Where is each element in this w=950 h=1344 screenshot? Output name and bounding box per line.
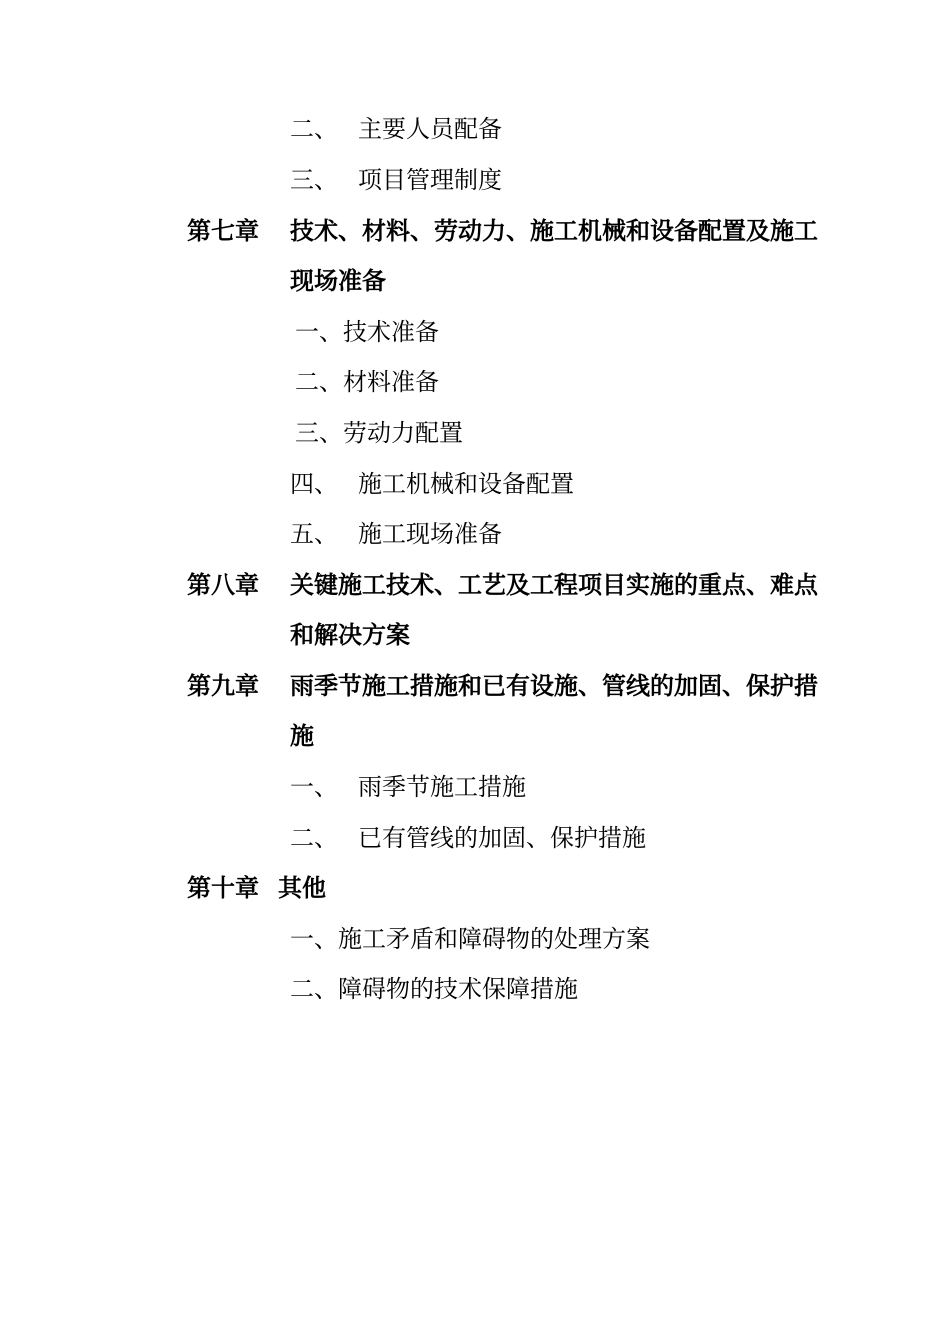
toc-item-ch6-2[interactable]: [290, 114, 502, 144]
chapter-8-title-line1[interactable]: 关键施工技术、工艺及工程项目实施的重点、难点: [290, 571, 818, 599]
toc-item-ch7-2[interactable]: 二、材料准备: [295, 368, 439, 396]
toc-item-label: 已有管线的加固、保护措施: [358, 824, 646, 852]
chapter-10-title[interactable]: 其他: [278, 874, 326, 902]
chapter-8-title-line2[interactable]: 和解决方案: [290, 621, 410, 649]
chapter-7-title-line2[interactable]: 现场准备: [290, 267, 386, 295]
chapter-8-label[interactable]: 第八章: [187, 571, 259, 599]
toc-item-label: 施工现场准备: [358, 520, 502, 548]
toc-item-number: 一、: [290, 773, 338, 801]
chapter-9-title-line2[interactable]: 施: [290, 722, 314, 750]
toc-item-ch7-1[interactable]: 一、技术准备: [295, 318, 439, 346]
toc-item-ch7-5[interactable]: [290, 519, 502, 549]
toc-item-ch10-1[interactable]: 一、施工矛盾和障碍物的处理方案: [290, 925, 650, 953]
chapter-7-title-line1[interactable]: 技术、材料、劳动力、施工机械和设备配置及施工: [290, 217, 818, 245]
toc-item-ch9-2[interactable]: [290, 823, 646, 853]
toc-item-ch9-1[interactable]: [290, 772, 526, 802]
toc-item-label: 施工机械和设备配置: [358, 470, 574, 498]
toc-item-number: 二、: [290, 824, 338, 852]
toc-item-number: 四、: [290, 470, 338, 498]
toc-item-label: 雨季节施工措施: [358, 773, 526, 801]
toc-item-label: 主要人员配备: [358, 115, 502, 143]
toc-item-ch7-3[interactable]: 三、劳动力配置: [295, 419, 463, 447]
chapter-9-title-line1[interactable]: 雨季节施工措施和已有设施、管线的加固、保护措: [290, 672, 818, 700]
toc-item-number: 三、: [290, 166, 338, 194]
toc-item-number: 二、: [290, 115, 338, 143]
chapter-10-label[interactable]: 第十章: [187, 874, 259, 902]
toc-item-label: 项目管理制度: [358, 166, 502, 194]
chapter-9-label[interactable]: 第九章: [187, 672, 259, 700]
toc-item-ch10-2[interactable]: 二、障碍物的技术保障措施: [290, 975, 578, 1003]
toc-item-ch6-3[interactable]: [290, 165, 502, 195]
toc-item-ch7-4[interactable]: [290, 469, 574, 499]
toc-item-number: 五、: [290, 520, 338, 548]
chapter-7-label[interactable]: 第七章: [187, 217, 259, 245]
